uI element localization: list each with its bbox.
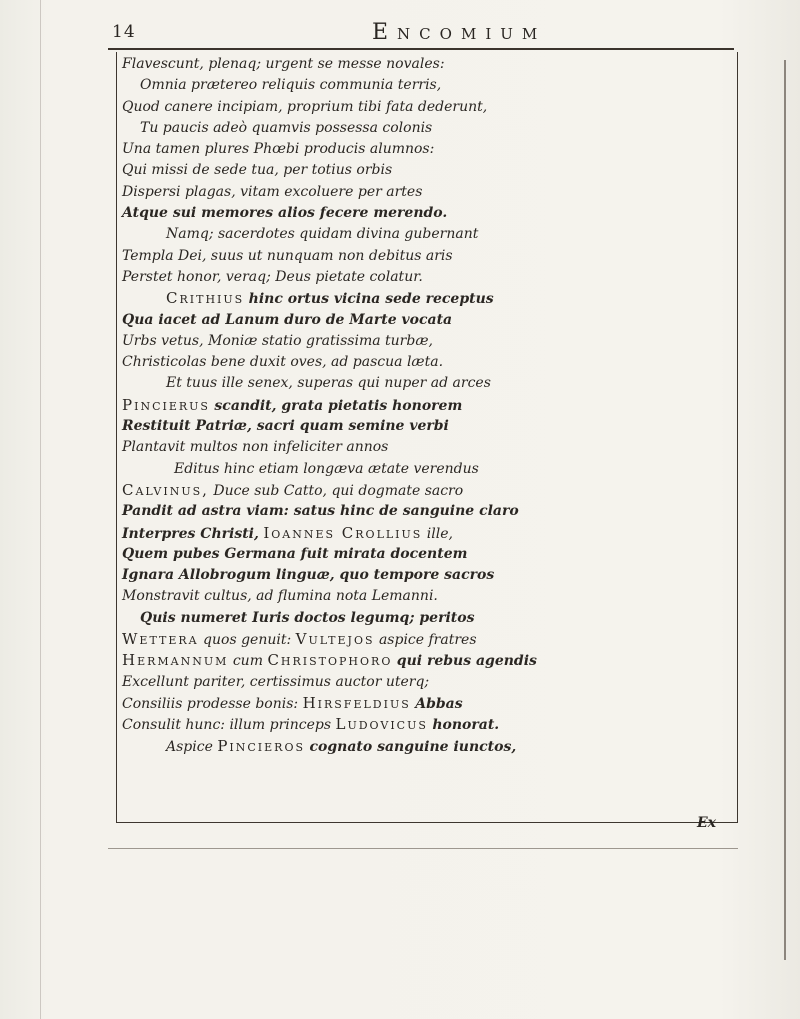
verse-text: Christicolas bene duxit oves, ad pascua læta. xyxy=(122,354,444,371)
verse-line xyxy=(122,565,732,586)
verse-text: Quis numeret Iuris doctos legumq; peritos xyxy=(140,609,475,626)
verse-text: Duce sub Catto, qui dogmate sacro xyxy=(213,482,464,499)
binding-gutter-line xyxy=(40,0,41,1019)
verse-text: ille, xyxy=(426,525,453,542)
verse-text: Urbs vetus, Moniæ statio gratissima turbæ, xyxy=(122,332,433,349)
proper-name: Calvinus, xyxy=(122,480,209,499)
proper-name: Wettera xyxy=(122,630,199,649)
verse-line xyxy=(122,203,732,224)
running-head xyxy=(108,20,738,46)
verse-text: Excellunt pariter, certissimus auctor uterq; xyxy=(122,673,430,690)
verse-line xyxy=(122,139,732,160)
verse-line xyxy=(122,714,732,735)
verse-text: Qua iacet ad Lanum duro de Marte vocata xyxy=(122,311,453,328)
verse-text: Consulit hunc: illum princeps xyxy=(122,717,332,734)
verse-text: cognato sanguine iunctos, xyxy=(309,738,517,755)
verse-line xyxy=(122,501,732,522)
verse-text: Tu paucis adeò quamvis possessa colonis xyxy=(140,119,433,136)
verse-text: honorat. xyxy=(432,717,500,734)
verse-text: Templa Dei, suus ut nunquam non debitus aris xyxy=(122,247,453,264)
verse-line xyxy=(122,182,732,203)
verse-line xyxy=(122,395,732,416)
verse-text: Flavescunt, plenaq; urgent se messe novales: xyxy=(122,56,445,72)
verse-text: Et tuus ille senex, superas qui nuper ad arces xyxy=(166,375,491,392)
verse-text: Omnia prætereo reliquis communia terris, xyxy=(140,77,442,94)
proper-name: Christophoro xyxy=(267,651,393,670)
page-edge-line xyxy=(784,60,786,960)
verse-line xyxy=(122,373,732,394)
verse-line xyxy=(122,672,732,693)
proper-name: Hirsfeldius xyxy=(302,693,411,712)
verse-text: qui rebus agendis xyxy=(396,653,537,670)
bottom-rule xyxy=(108,848,738,849)
verse-line xyxy=(122,97,732,118)
proper-name: Crithius xyxy=(166,289,245,308)
verse-line xyxy=(122,629,732,650)
verse-text: Restituit Patriæ, sacri quam semine verbi xyxy=(122,418,449,435)
verse-line xyxy=(122,736,732,757)
verse-text: aspice fratres xyxy=(378,632,477,649)
verse-text: Qui missi de sede tua, per totius orbis xyxy=(122,162,393,179)
header-rule xyxy=(108,48,734,50)
verse-text: Plantavit multos non infeliciter annos xyxy=(122,439,389,456)
verse-text: Perstet honor, veraq; Deus pietate colatur. xyxy=(122,268,423,285)
verse-line xyxy=(122,160,732,181)
verse-line xyxy=(122,118,732,139)
header-title: Encomium xyxy=(372,20,547,45)
verse-text: Ignara Allobrogum linguæ, quo tempore sacros xyxy=(122,567,495,584)
verse-text: Una tamen plures Phœbi producis alumnos: xyxy=(122,141,435,158)
verse-block xyxy=(122,54,732,757)
verse-text: hinc ortus vicina sede receptus xyxy=(248,291,494,308)
verse-text: Consiliis prodesse bonis: xyxy=(122,695,299,712)
verse-line xyxy=(122,288,732,309)
verse-text: Editus hinc etiam longæva ætate verendus xyxy=(174,460,479,477)
verse-line xyxy=(122,459,732,480)
verse-text: Quod canere incipiam, proprium tibi fata dederunt, xyxy=(122,98,488,115)
verse-text: Aspice xyxy=(166,738,213,755)
verse-text: Monstravit cultus, ad flumina nota Lemanni. xyxy=(122,588,438,605)
verse-line xyxy=(122,544,732,565)
verse-line xyxy=(122,437,732,458)
verse-text: Dispersi plagas, vitam excoluere per artes xyxy=(122,183,423,200)
verse-line xyxy=(122,54,732,75)
verse-text: cum xyxy=(232,653,263,670)
verse-text: Quem pubes Germana fuit mirata docentem xyxy=(122,545,468,562)
catchword: Ex xyxy=(697,815,717,831)
verse-text: scandit, grata pietatis honorem xyxy=(214,397,463,414)
verse-text: Namq; sacerdotes quidam divina gubernant xyxy=(166,226,479,243)
verse-text: Abbas xyxy=(415,695,463,712)
verse-text: quos genuit: xyxy=(203,632,292,649)
verse-text: Interpres Christi, xyxy=(122,525,259,542)
verse-line xyxy=(122,310,732,331)
verse-line xyxy=(122,693,732,714)
proper-name: Ioannes Crollius xyxy=(263,523,423,542)
verse-line xyxy=(122,416,732,437)
verse-line xyxy=(122,608,732,629)
verse-text: Pandit ad astra viam: satus hinc de sanguine claro xyxy=(122,503,519,520)
proper-name: Hermannum xyxy=(122,651,229,670)
proper-name: Pincierus xyxy=(122,395,210,414)
proper-name: Ludovicus xyxy=(335,715,428,734)
verse-line xyxy=(122,523,732,544)
verse-line xyxy=(122,246,732,267)
verse-line xyxy=(122,267,732,288)
verse-text: Atque sui memores alios fecere merendo. xyxy=(122,205,448,222)
verse-line xyxy=(122,331,732,352)
verse-line xyxy=(122,650,732,671)
verse-line xyxy=(122,586,732,607)
page-number: 14 xyxy=(112,22,136,42)
proper-name: Vultejos xyxy=(295,630,375,649)
proper-name: Pincieros xyxy=(217,736,306,755)
verse-line xyxy=(122,75,732,96)
verse-line xyxy=(122,352,732,373)
verse-line xyxy=(122,224,732,245)
verse-line xyxy=(122,480,732,501)
